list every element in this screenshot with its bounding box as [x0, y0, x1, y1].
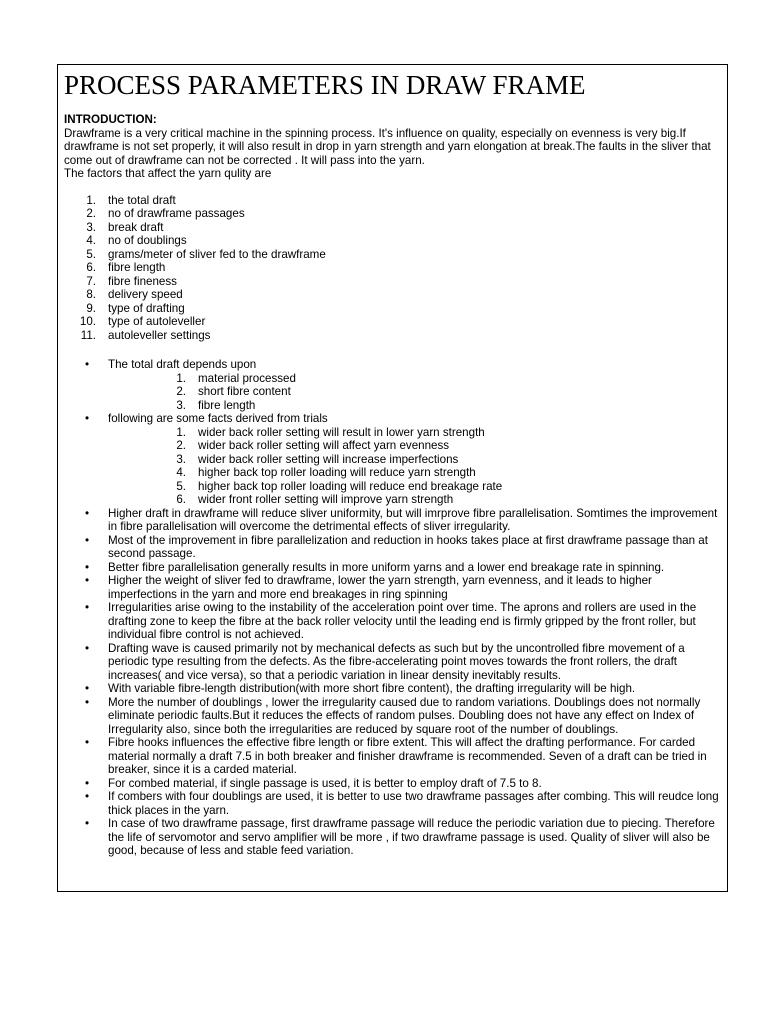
factors-intro: The factors that affect the yarn qulity are [64, 167, 272, 180]
factor-item [64, 261, 724, 275]
sublist-text: wider back roller setting will result in lower yarn strength [198, 425, 485, 439]
factors-list [64, 194, 724, 343]
facts-sublist [108, 426, 724, 507]
factor-item [64, 329, 724, 343]
sublist-text: wider back roller setting will affect yarn evenness [198, 439, 450, 452]
factor-number: 4. [86, 234, 96, 247]
sublist-item [108, 493, 724, 507]
sublist-text: material processed [198, 371, 296, 385]
introduction-section [64, 113, 724, 181]
bullet-text: The total draft depends upon [108, 358, 257, 371]
bullet-icon: • [85, 641, 90, 655]
factor-item [64, 248, 724, 262]
bullet-text: Irregularities arise owing to the instability of the acceleration point over time. The aprons and rollers are used in the drafting zone to keep the fibre at the back roller velocity until the leading end is firmly gripped by the front roller, but individual fibre control is not achieved. [108, 601, 697, 641]
sublist-number: 5. [176, 479, 186, 493]
factor-item [64, 302, 724, 316]
bullet-icon: • [85, 412, 90, 425]
sublist-text: wider front roller setting will improve yarn strength [198, 493, 454, 506]
bullet-icon: • [85, 736, 90, 749]
document-title: PROCESS PARAMETERS IN DRAW FRAME [64, 70, 586, 100]
factor-text: autoleveller settings [108, 328, 211, 342]
factor-item [64, 234, 724, 248]
bullet-item [64, 790, 724, 817]
introduction-paragraph: Drawframe is a very critical machine in the spinning process. It's influence on quality, especially on evenness is very big.If drawframe is not set properly, it will also result in drop in yarn strength and yarn elongation at break.The faults in the sliver that come out of drawframe can not be corrected . It will pass into the yarn. [64, 126, 711, 167]
bullet-text: Better fibre parallelisation generally results in more uniform yarns and a lower end breakage rate in spinning. [108, 560, 665, 574]
bullet-icon: • [85, 533, 90, 547]
sublist-item [108, 453, 724, 467]
bullet-item [64, 507, 724, 534]
bullet-text: Higher draft in drawframe will reduce sliver uniformity, but will imrprove fibre parallelisation. Somtimes the improvement in fibre parallelisation will overcome the detrimental effects of sliver irregularity. [108, 506, 718, 533]
bullet-list [64, 358, 724, 858]
introduction-heading: INTRODUCTION: [64, 113, 157, 126]
sublist-item [108, 385, 724, 399]
factor-number: 7. [86, 274, 96, 288]
sublist-text: higher back top roller loading will reduce yarn strength [198, 466, 476, 479]
sublist-number: 2. [176, 385, 186, 398]
factor-text: no of doublings [108, 234, 187, 247]
factor-item [64, 194, 724, 208]
bullet-text: If combers with four doublings are used, it is better to use two drawframe passages after combing. This will reudce long thick places in the yarn. [108, 790, 719, 817]
bullet-text: More the number of doublings , lower the irregularity caused due to random variations. Doublings does not normally eliminate periodic faults.But it reduces the effects of random pulses. Doubling does not have any effect on Index of Irregularity also, since both the irregularities are reduced by square root of the number of doublings. [108, 695, 701, 736]
factor-number: 11. [80, 328, 96, 342]
bullet-item [64, 817, 724, 858]
sublist-text: fibre length [198, 398, 256, 412]
factor-text: delivery speed [108, 288, 183, 301]
factor-text: grams/meter of sliver fed to the drawframe [108, 247, 326, 261]
sublist-text: higher back top roller loading will reduce end breakage rate [198, 479, 503, 493]
bullet-icon: • [85, 682, 90, 695]
sublist-number: 3. [176, 452, 186, 466]
sublist-item [108, 399, 724, 413]
total-draft-sublist [108, 372, 724, 413]
bullet-item [64, 601, 724, 642]
bullet-item-total-draft [64, 358, 724, 412]
factor-number: 6. [86, 261, 96, 274]
document-page [57, 64, 728, 892]
sublist-number: 1. [176, 425, 186, 439]
bullet-icon: • [85, 695, 90, 709]
sublist-text: wider back roller setting will increase imperfections [198, 452, 459, 466]
sublist-item [108, 480, 724, 494]
bullet-icon: • [85, 560, 90, 574]
sublist-number: 1. [176, 371, 186, 385]
sublist-number: 3. [176, 398, 186, 412]
factor-text: type of drafting [108, 301, 185, 315]
factor-number: 1. [86, 193, 96, 207]
bullet-item [64, 574, 724, 601]
factor-item [64, 207, 724, 221]
sublist-number: 4. [176, 466, 186, 479]
bullet-icon: • [85, 790, 90, 803]
bullet-icon: • [85, 574, 90, 587]
factor-number: 5. [86, 247, 96, 261]
sublist-text: short fibre content [198, 385, 291, 398]
bullet-item [64, 682, 724, 696]
sublist-item [108, 466, 724, 480]
factor-text: the total draft [108, 193, 176, 207]
factor-number: 8. [86, 288, 96, 301]
factor-number: 3. [86, 220, 96, 234]
bullet-item [64, 642, 724, 683]
bullet-text: Fibre hooks influences the effective fibre length or fibre extent. This will affect the drafting performance. For carded material normally a draft 7.5 in both breaker and finisher drawframe is recommended. Seven of a draft can be tried in breaker, since it is a carded material. [108, 736, 707, 776]
factor-item [64, 275, 724, 289]
document-body [64, 113, 724, 858]
bullet-icon: • [85, 776, 90, 790]
bullet-text: For combed material, if single passage is used, it is better to employ draft of 7.5 to 8. [108, 776, 542, 790]
factor-text: type of autoleveller [108, 315, 206, 328]
bullet-item-facts [64, 412, 724, 507]
factor-number: 10. [79, 315, 96, 328]
bullet-item [64, 696, 724, 737]
bullet-text: Drafting wave is caused primarily not by mechanical defects as such but by the uncontrolled fibre movement of a periodic type resulting from the defects. As the fibre-accelerating point moves towards the front rollers, the draft increases( and vice versa), so that a periodic variation in linear density inevitably results. [108, 641, 685, 682]
factor-number: 2. [86, 207, 96, 220]
bullet-item [64, 736, 724, 777]
factor-item [64, 288, 724, 302]
bullet-item [64, 777, 724, 791]
bullet-text: Most of the improvement in fibre parallelization and reduction in hooks takes place at first drawframe passage than at second passage. [108, 533, 708, 560]
sublist-item [108, 372, 724, 386]
bullet-icon: • [85, 817, 90, 830]
bullet-icon: • [85, 358, 90, 371]
bullet-text: following are some facts derived from trials [108, 412, 328, 425]
factor-text: break draft [108, 220, 164, 234]
factor-text: fibre length [108, 261, 166, 274]
sublist-number: 2. [176, 439, 186, 452]
sublist-number: 6. [176, 493, 186, 506]
bullet-icon: • [85, 506, 90, 520]
bullet-text: With variable fibre-length distribution(with more short fibre content), the drafting irregularity will be high. [108, 682, 636, 695]
factor-text: fibre fineness [108, 274, 177, 288]
bullet-item [64, 561, 724, 575]
factor-number: 9. [86, 301, 96, 315]
sublist-item [108, 439, 724, 453]
factor-item [64, 221, 724, 235]
sublist-item [108, 426, 724, 440]
factor-item [64, 315, 724, 329]
factor-text: no of drawframe passages [108, 207, 245, 220]
bullet-icon: • [85, 601, 90, 614]
bullet-item [64, 534, 724, 561]
bullet-text: In case of two drawframe passage, first drawframe passage will reduce the periodic variation due to piecing. Therefore the life of servomotor and servo amplifier will be more , if two drawframe passage is used. Quality of sliver will also be good, because of less and stable feed variation. [108, 817, 715, 857]
bullet-text: Higher the weight of sliver fed to drawframe, lower the yarn strength, yarn evenness, and it leads to higher imperfections in the yarn and more end breakages in ring spinning [108, 574, 652, 601]
